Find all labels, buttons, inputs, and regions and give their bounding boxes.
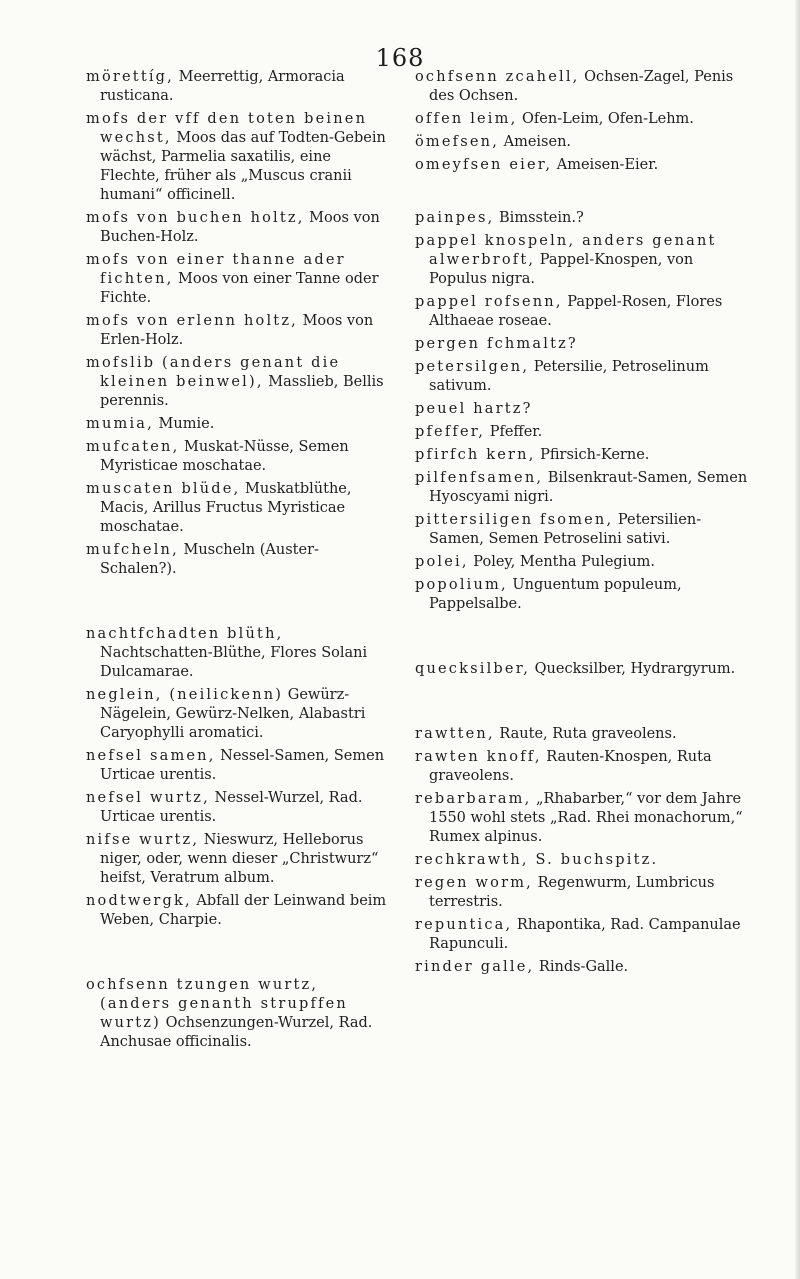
entry-headword: polei, [415,554,469,570]
glossary-entry [415,660,755,679]
glossary-entry [415,232,755,289]
entry-headword: rawten knoff, [415,749,542,765]
entry-gloss: Pfirsich-Kerne. [535,447,650,463]
entry-gloss: Rinds-Galle. [534,959,629,975]
glossary-entry [86,251,388,308]
glossary-entry [86,831,388,888]
glossary-entry [415,469,755,507]
glossary-entry [415,851,755,870]
entry-headword: pfirfch kern, [415,447,536,463]
entry-gloss: Muskatblüthe, Macis, Arillus Fructus Myristicae moschatae. [100,481,352,535]
entry-gloss: Ameisen-Eier. [552,157,659,173]
glossary-entry [86,415,388,434]
glossary-entry [86,541,388,579]
entry-headword: pergen fchmaltz? [415,336,578,352]
entry-gloss: Rauten-Knospen, Ruta graveolens. [429,749,712,784]
entry-headword: neglein, (neilickenn) [86,687,284,703]
glossary-entry [86,110,388,205]
entry-headword: ochfsenn tzungen wurtz, (anders genanth strupffen wurtz) [86,977,348,1031]
glossary-entry [86,789,388,827]
entry-headword: mofs der vff den toten beinen wechst, [86,111,368,146]
entry-headword: omeyfsen eier, [415,157,553,173]
entry-headword: pappel knospeln, anders genant alwerbroft, [415,233,717,268]
entry-gloss: Muskat-Nüsse, Semen Myristicae moschatae. [100,439,349,474]
entry-headword: nefsel wurtz, [86,790,210,806]
entry-gloss: Pfeffer. [485,424,543,440]
entry-gloss: Moos von einer Tanne oder Fichte. [100,271,379,306]
entry-gloss: Moos von Erlen-Holz. [100,313,374,348]
page-number: 168 [375,44,425,72]
entry-headword: muscaten blüde, [86,481,241,497]
entry-gloss: Ochsenzungen-Wurzel, Rad. Anchusae officinalis. [100,1015,373,1050]
glossary-entry [86,686,388,743]
entry-gloss: Ameisen. [499,134,572,150]
glossary-entry [415,358,755,396]
entry-headword: mofs von erlenn holtz, [86,313,298,329]
entry-headword: petersilgen, [415,359,530,375]
section-gap [415,179,755,209]
entry-gloss: Masslieb, Bellis perennis. [100,374,384,409]
entry-headword: regen worm, [415,875,533,891]
entry-headword: pfeffer, [415,424,486,440]
entry-gloss: Nessel-Wurzel, Rad. Urticae urentis. [100,790,363,825]
entry-gloss: Abfall der Leinwand beim Weben, Charpie. [100,893,387,928]
entry-headword: painpes, [415,210,495,226]
glossary-entry [86,312,388,350]
entry-headword: quecksilber, [415,661,531,677]
entry-gloss: Nessel-Samen, Semen Urticae urentis. [100,748,385,783]
glossary-entry [415,790,755,847]
entry-headword: mörettíg, [86,69,174,85]
entry-headword: peuel hartz? [415,401,533,417]
entry-gloss: Unguentum populeum, Pappelsalbe. [429,577,682,612]
entry-gloss: Nachtschatten-Blüthe, Flores Solani Dulcamarae. [100,645,368,680]
glossary-entry [86,747,388,785]
entry-headword: mumia, [86,416,154,432]
glossary-entry [415,156,755,175]
entry-headword: pittersiligen fsomen, [415,512,614,528]
glossary-entry [86,892,388,930]
glossary-entry [415,400,755,419]
entry-gloss: Bilsenkraut-Samen, Semen Hyoscyami nigri. [429,470,748,505]
entry-gloss: Raute, Ruta graveolens. [494,726,677,742]
entry-headword: ömefsen, [415,134,499,150]
glossary-entry [415,110,755,129]
glossary-entry [415,725,755,744]
glossary-entry [415,423,755,442]
glossary-entry [415,874,755,912]
glossary-entry [415,958,755,977]
entry-gloss: Moos das auf Todten-Gebein wächst, Parmelia saxatilis, eine Flechte, früher als „Muscus cranii humani“ officinell. [100,130,386,203]
entry-headword: popolium, [415,577,508,593]
entry-gloss: Quecksilber, Hydrargyrum. [530,661,736,677]
entry-headword: mofs von einer thanne ader fichten, [86,252,346,287]
glossary-entry [415,68,755,106]
entry-headword: nodtwergk, [86,893,192,909]
entry-headword: nachtfchadten blüth, [86,626,284,642]
glossary-entry [86,354,388,411]
glossary-entry [415,335,755,354]
entry-gloss: „Rhabarber,“ vor dem Jahre 1550 wohl stets „Rad. Rhei monachorum,“ Rumex alpinus. [429,791,743,845]
glossary-entry [86,438,388,476]
section-gap [86,934,388,976]
entry-gloss: Ochsen-Zagel, Penis des Ochsen. [429,69,734,104]
entry-gloss: Ofen-Leim, Ofen-Lehm. [517,111,694,127]
entry-gloss: Petersilien-Samen, Semen Petroselini sativi. [429,512,702,547]
entry-gloss: Bimsstein.? [494,210,584,226]
section-gap [415,683,755,725]
entry-gloss: Pappel-Knospen, von Populus nigra. [429,252,694,287]
entry-headword: mofslib (anders genant die kleinen beinwel), [86,355,341,390]
page-edge-shadow [795,0,800,1279]
glossary-entry [86,625,388,682]
entry-headword: nifse wurtz, [86,832,200,848]
entry-gloss: Mumie. [153,416,215,432]
section-gap [86,583,388,625]
entry-headword: rechkrawth, S. buchspitz. [415,852,659,868]
glossary-entry [415,133,755,152]
section-gap [415,618,755,660]
entry-gloss: Petersilie, Petroselinum sativum. [429,359,709,394]
entry-headword: mofs von buchen holtz, [86,210,305,226]
entry-headword: offen leim, [415,111,518,127]
right-column [415,68,755,981]
glossary-entry [415,553,755,572]
entry-gloss: Pappel-Rosen, Flores Althaeae roseae. [429,294,723,329]
glossary-entry [86,209,388,247]
entry-headword: nefsel samen, [86,748,216,764]
entry-headword: rebarbaram, [415,791,532,807]
entry-headword: pappel rofsenn, [415,294,563,310]
glossary-entry [415,446,755,465]
entry-headword: mufcheln, [86,542,179,558]
entry-gloss: Rhapontika, Rad. Campanulae Rapunculi. [429,917,741,952]
glossary-entry [86,976,388,1052]
entry-headword: pilfenfsamen, [415,470,544,486]
entry-gloss: Nieswurz, Helleborus niger, oder, wenn dieser „Christwurz“ heifst, Veratrum album. [100,832,379,886]
entry-headword: rinder galle, [415,959,535,975]
entry-gloss: Regenwurm, Lumbricus terrestris. [429,875,715,910]
entry-gloss: Poley, Mentha Pulegium. [468,554,656,570]
glossary-entry [415,576,755,614]
glossary-entry [415,511,755,549]
entry-gloss: Gewürz-Nägelein, Gewürz-Nelken, Alabastri Caryophylli aromatici. [100,687,366,741]
entry-headword: rawtten, [415,726,495,742]
left-column [86,68,388,1056]
glossary-entry [415,748,755,786]
entry-gloss: Moos von Buchen-Holz. [100,210,380,245]
glossary-entry [415,209,755,228]
glossary-entry [86,480,388,537]
entry-gloss: Meerrettig, Armoracia rusticana. [100,69,345,104]
entry-headword: ochfsenn zcahell, [415,69,580,85]
glossary-entry [415,916,755,954]
glossary-entry [415,293,755,331]
entry-headword: mufcaten, [86,439,180,455]
entry-gloss: Muscheln (Auster-Schalen?). [100,542,319,577]
glossary-entry [86,68,388,106]
entry-headword: repuntica, [415,917,513,933]
